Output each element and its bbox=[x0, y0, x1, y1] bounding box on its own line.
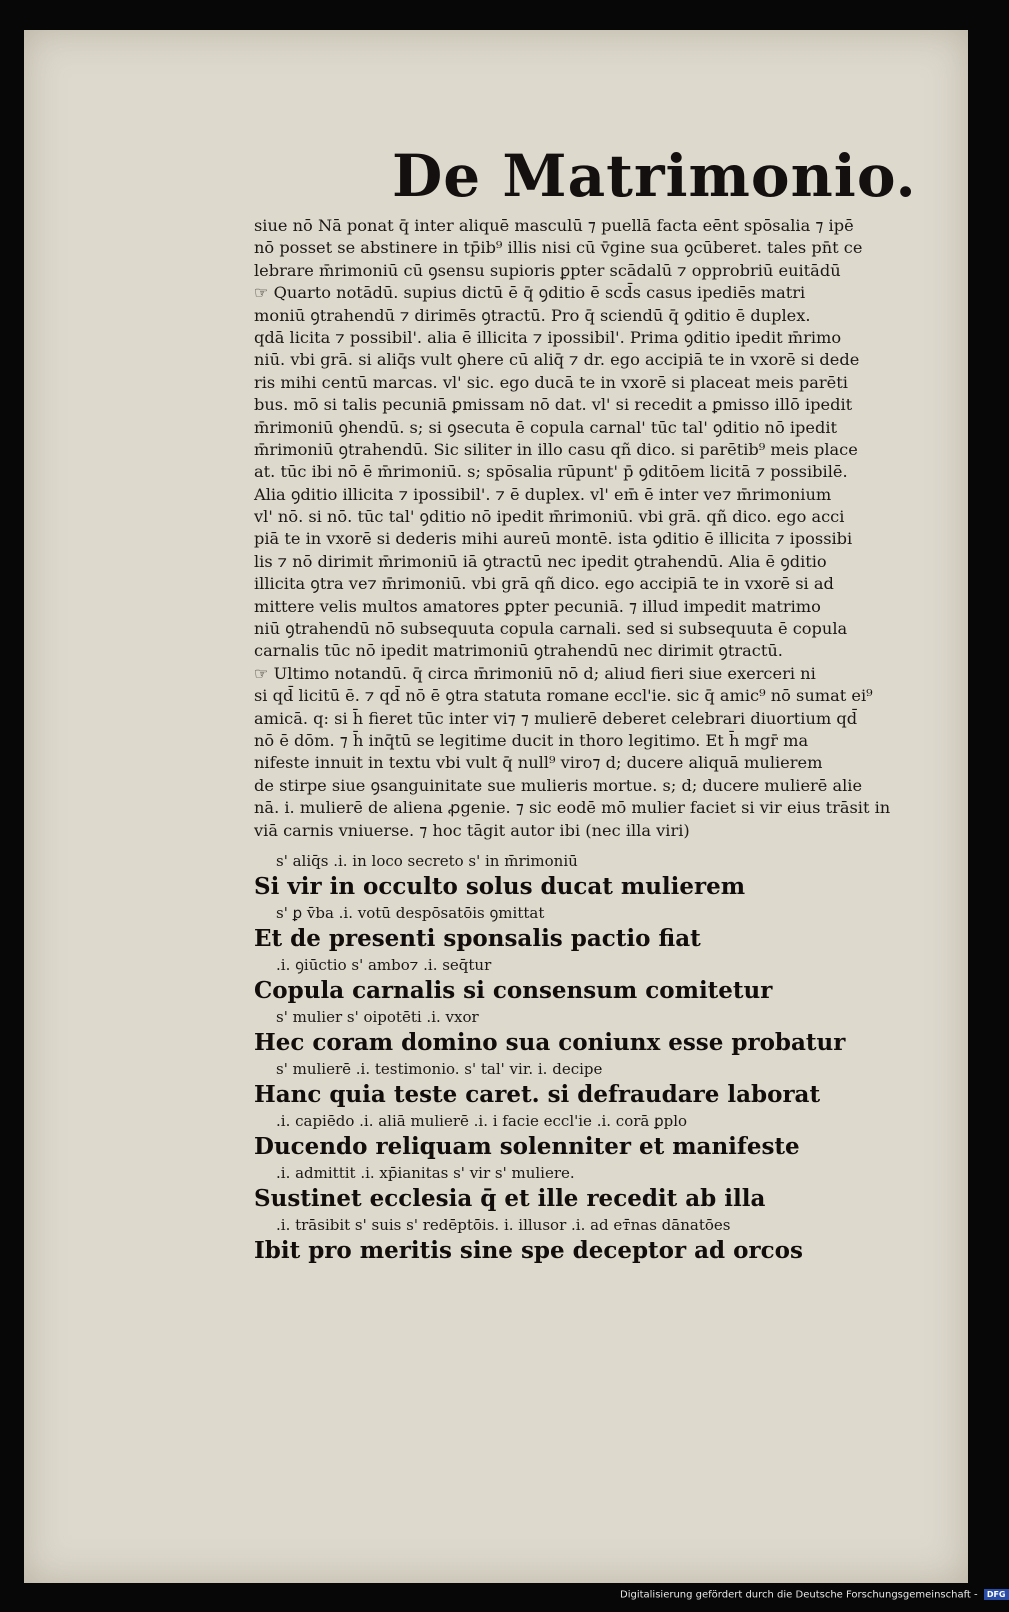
gloss-line: .i. admittit .i. xp̄ianitas s' vir s' muliere. bbox=[276, 1164, 575, 1182]
text-line: nā. i. mulierē de aliena ꝓgenie. ⁊ sic eodē mō mulier faciet si vir eius trāsit in bbox=[254, 798, 891, 818]
verse-line: Hanc quia teste caret. si defraudare laborat bbox=[254, 1081, 821, 1108]
gloss-line: s' mulierē .i. testimonio. s' tal' vir. i. decipe bbox=[276, 1060, 603, 1078]
text-line: moniū ꝯtrahendū ⁊ dirimēs ꝯtractū. Pro q̄ sciendū q̄ ꝯditio ē duplex. bbox=[254, 305, 811, 325]
verse-text-block bbox=[254, 848, 894, 1264]
text-line: mittere velis multos amatores ꝑpter pecuniā. ⁊ illud impedit matrimo bbox=[254, 596, 821, 616]
page-heading: De Matrimonio. bbox=[392, 142, 917, 210]
dfg-logo: DFG bbox=[984, 1589, 1009, 1600]
text-line: nifeste innuit in textu vbi vult q̄ null⁹ viro⁊ d; ducere aliquā mulierem bbox=[254, 753, 823, 773]
gloss-line: s' mulier s' oipotēti .i. vxor bbox=[276, 1008, 479, 1026]
gloss-line: .i. ꝯiūctio s' ambo⁊ .i. seq̄tur bbox=[276, 956, 492, 974]
footer-text: Digitalisierung gefördert durch die Deutsche Forschungsgemeinschaft - bbox=[620, 1589, 978, 1601]
text-line: carnalis tūc nō ipedit matrimoniū ꝯtrahendū nec dirimit ꝯtractū. bbox=[254, 641, 783, 661]
digitization-credit bbox=[620, 1589, 1009, 1601]
text-line: illicita ꝯtra ve⁊ m̄rimoniū. vbi grā qñ dico. ego accipiā te in vxorē si ad bbox=[254, 574, 834, 594]
text-line: ☞ Quarto notādū. supius dictū ē q̄ ꝯditio ē scd̄s casus ipediēs matri bbox=[254, 283, 806, 303]
text-line: niū. vbi grā. si aliq̄s vult ꝯhere cū aliq̄ ⁊ dr. ego accipiā te in vxorē si dede bbox=[254, 350, 860, 370]
verse-line: Hec coram domino sua coniunx esse probatur bbox=[254, 1029, 846, 1056]
text-line: nō ē dōm. ⁊ h̄ inq̄tū se legitime ducit in thoro legitimo. Et h̄ mgr̄ ma bbox=[254, 730, 809, 750]
text-line: bus. mō si talis pecuniā ꝑmissam nō dat. vl' si recedit a ꝑmisso illō ipedit bbox=[254, 395, 853, 415]
text-line: ☞ Ultimo notandū. q̄ circa m̄rimoniū nō d; aliud fieri siue exerceri ni bbox=[254, 663, 816, 683]
text-line: ris mihi centū marcas. vl' sic. ego ducā te in vxorē si placeat meis parēti bbox=[254, 372, 848, 392]
text-line: siue nō Nā ponat q̄ inter aliquē masculū ⁊ puellā facta eēnt spōsalia ⁊ ipē bbox=[254, 216, 854, 235]
text-line: amicā. q: si h̄ fieret tūc inter vi⁊ ⁊ mulierē deberet celebrari diuortium qd̄ bbox=[254, 708, 858, 728]
text-line: at. tūc ibi nō ē m̄rimoniū. s; spōsalia rūpunt' p̄ ꝯditōem licitā ⁊ possibilē. bbox=[254, 462, 848, 482]
verse-line: Copula carnalis si consensum comitetur bbox=[254, 977, 773, 1004]
text-line: lebrare m̄rimoniū cū ꝯsensu supioris ꝑpter scādalū ⁊ opprobriū euitādū bbox=[254, 260, 841, 280]
verse-line: Ducendo reliquam solenniter et manifeste bbox=[254, 1133, 800, 1160]
text-line: m̄rimoniū ꝯhendū. s; si ꝯsecuta ē copula carnal' tūc tal' ꝯditio nō ipedit bbox=[254, 417, 838, 437]
text-line: si qd̄ licitū ē. ⁊ qd̄ nō ē ꝯtra statuta romane eccl'ie. sic q̄ amic⁹ nō sumat ei⁹ bbox=[254, 686, 873, 706]
text-line: nō posset se abstinere in tp̄ib⁹ illis nisi cū v̄gine sua ꝯcūberet. tales pn̄t ce bbox=[254, 238, 863, 258]
gloss-line: s' ꝑ v̄ba .i. votū despōsatōis ꝯmittat bbox=[276, 904, 545, 922]
text-line: Alia ꝯditio illicita ⁊ ipossibil'. ⁊ ē duplex. vl' em̄ ē inter ve⁊ m̄rimonium bbox=[254, 484, 832, 504]
verse-line: Ibit pro meritis sine spe deceptor ad orcos bbox=[254, 1237, 803, 1264]
gloss-line: .i. trāsibit s' suis s' redēptōis. i. illusor .i. ad eт̄nas dānatōes bbox=[276, 1216, 731, 1234]
gloss-line: s' aliq̄s .i. in loco secreto s' in m̄rimoniū bbox=[276, 852, 578, 870]
text-line: piā te in vxorē si dederis mihi aureū montē. ista ꝯditio ē illicita ⁊ ipossibi bbox=[254, 529, 853, 549]
text-line: lis ⁊ nō dirimit m̄rimoniū iā ꝯtractū nec ipedit ꝯtrahendū. Alia ē ꝯditio bbox=[254, 551, 827, 571]
verse-line: Sustinet ecclesia q̄ et ille recedit ab illa bbox=[254, 1185, 766, 1212]
text-line: viā carnis vniuerse. ⁊ hoc tāgit autor ibi (nec illa viri) bbox=[254, 820, 690, 840]
text-line: qdā licita ⁊ possibil'. alia ē illicita ⁊ ipossibil'. Prima ꝯditio ipedit m̄rimo bbox=[254, 327, 842, 347]
text-line: de stirpe siue ꝯsanguinitate sue mulieris mortue. s; d; ducere mulierē alie bbox=[254, 775, 863, 795]
verse-line: Et de presenti sponsalis pactio fiat bbox=[254, 925, 701, 952]
text-line: m̄rimoniū ꝯtrahendū. Sic siliter in illo casu qñ dico. si parētib⁹ meis place bbox=[254, 439, 858, 459]
verse-line: Si vir in occulto solus ducat mulierem bbox=[254, 873, 746, 900]
gloss-line: .i. capiēdo .i. aliā mulierē .i. i facie eccl'ie .i. corā ꝑplo bbox=[276, 1112, 688, 1130]
text-line: vl' nō. si nō. tūc tal' ꝯditio nō ipedit m̄rimoniū. vbi grā. qñ dico. ego acci bbox=[254, 507, 845, 527]
prose-text-block bbox=[254, 215, 944, 842]
text-line: niū ꝯtrahendū nō subsequuta copula carnali. sed si subsequuta ē copula bbox=[254, 619, 848, 639]
